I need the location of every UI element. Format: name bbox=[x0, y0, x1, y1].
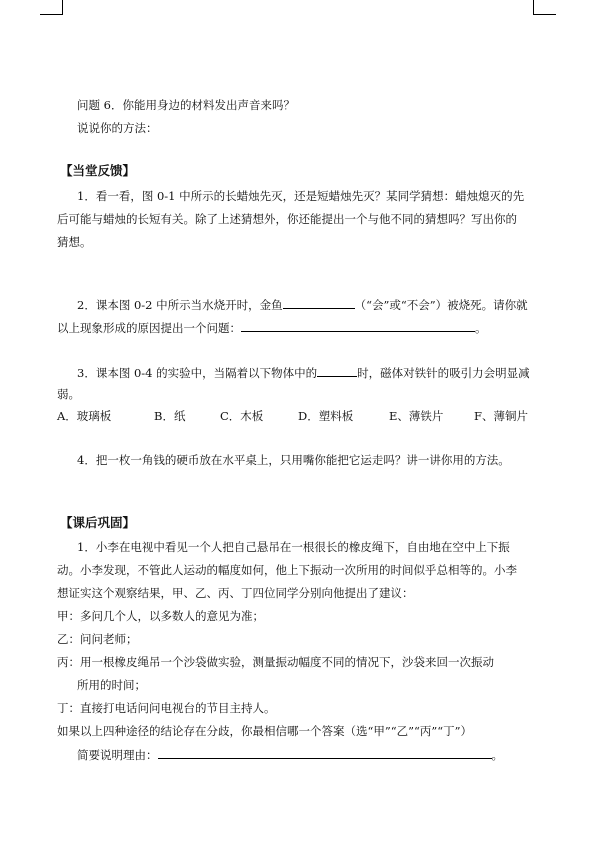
option-f: F、薄铜片 bbox=[474, 409, 528, 423]
review-question: 如果以上四种途径的结论存在分歧，你最相信哪一个答案（选“甲”“乙”“丙”“丁”） bbox=[57, 724, 473, 738]
review-line3: 想证实这个观察结果，甲、乙、丙、丁四位同学分别向他提出了建议： bbox=[57, 586, 414, 600]
suggestion-bing-line1: 丙：用一根橡皮绳吊一个沙袋做实验，测量振动幅度不同的情况下，沙袋来回一次振动 bbox=[57, 655, 494, 669]
feedback-item2-line1 bbox=[77, 296, 528, 313]
crop-mark-top-left bbox=[40, 0, 63, 15]
answer-blank-reason[interactable] bbox=[158, 746, 492, 759]
review-line2: 动。小李发现，不管此人运动的幅度如何，他上下振动一次所用的时间似乎总相等的。小李 bbox=[57, 563, 517, 577]
option-b: B．纸 bbox=[154, 409, 186, 423]
review-reason-label: 简要说明理由： bbox=[77, 748, 158, 762]
crop-mark-top-right bbox=[533, 0, 556, 15]
feedback-item1-line3: 猜想。 bbox=[57, 235, 92, 249]
feedback-item3-text-a: 3．课本图 0-4 的实验中，当隔着以下物体中的 bbox=[77, 366, 318, 380]
feedback-item3-line2: 弱。 bbox=[57, 387, 80, 401]
option-a: A．玻璃板 bbox=[57, 409, 112, 423]
suggestion-jia: 甲：多问几个人，以多数人的意见为准； bbox=[57, 609, 264, 623]
answer-blank-question[interactable] bbox=[241, 319, 475, 332]
feedback-item3-line1 bbox=[77, 364, 530, 381]
question-6-prompt: 说说你的方法： bbox=[77, 121, 158, 135]
feedback-item2-text-b: （“会”或“不会”）被烧死。请你就 bbox=[354, 298, 528, 312]
answer-blank-material[interactable] bbox=[317, 364, 357, 377]
option-c: C．木板 bbox=[220, 409, 264, 423]
feedback-item2-line2 bbox=[57, 319, 487, 336]
feedback-heading: 【当堂反馈】 bbox=[60, 163, 136, 178]
review-reason-line bbox=[77, 746, 503, 763]
question-6-title: 问题 6．你能用身边的材料发出声音来吗？ bbox=[77, 98, 295, 112]
review-line1: 1．小李在电视中看见一个人把自己悬吊在一根很长的橡皮绳下，自由地在空中上下振 bbox=[77, 540, 510, 554]
feedback-item2-question-label: 以上现象形成的原因提出一个问题： bbox=[57, 321, 241, 335]
review-reason-end: 。 bbox=[491, 748, 503, 762]
answer-blank-goldfish[interactable] bbox=[283, 296, 355, 309]
feedback-item2-text-a: 2．课本图 0-2 中所示当水烧开时，金鱼 bbox=[77, 298, 283, 312]
review-heading: 【课后巩固】 bbox=[60, 515, 136, 530]
feedback-item3-text-b: 时，磁体对铁针的吸引力会明显减 bbox=[357, 366, 530, 380]
feedback-item2-end: 。 bbox=[475, 321, 487, 335]
suggestion-ding: 丁：直接打电话问问电视台的节目主持人。 bbox=[57, 701, 276, 715]
suggestion-bing-line2: 所用的时间； bbox=[77, 678, 146, 692]
feedback-item4: 4．把一枚一角钱的硬币放在水平桌上，只用嘴你能把它运走吗？讲一讲你用的方法。 bbox=[77, 453, 510, 467]
feedback-item1-line2: 后可能与蜡烛的长短有关。除了上述猜想外，你还能提出一个与他不同的猜想吗？写出你的 bbox=[57, 212, 517, 226]
option-d: D．塑料板 bbox=[298, 409, 354, 423]
feedback-item1-line1: 1．看一看，图 0-1 中所示的长蜡烛先灭，还是短蜡烛先灭？某同学猜想：蜡烛熄灭的先 bbox=[77, 189, 525, 203]
suggestion-yi: 乙：问问老师； bbox=[57, 632, 138, 646]
option-e: E、薄铁片 bbox=[389, 409, 444, 423]
